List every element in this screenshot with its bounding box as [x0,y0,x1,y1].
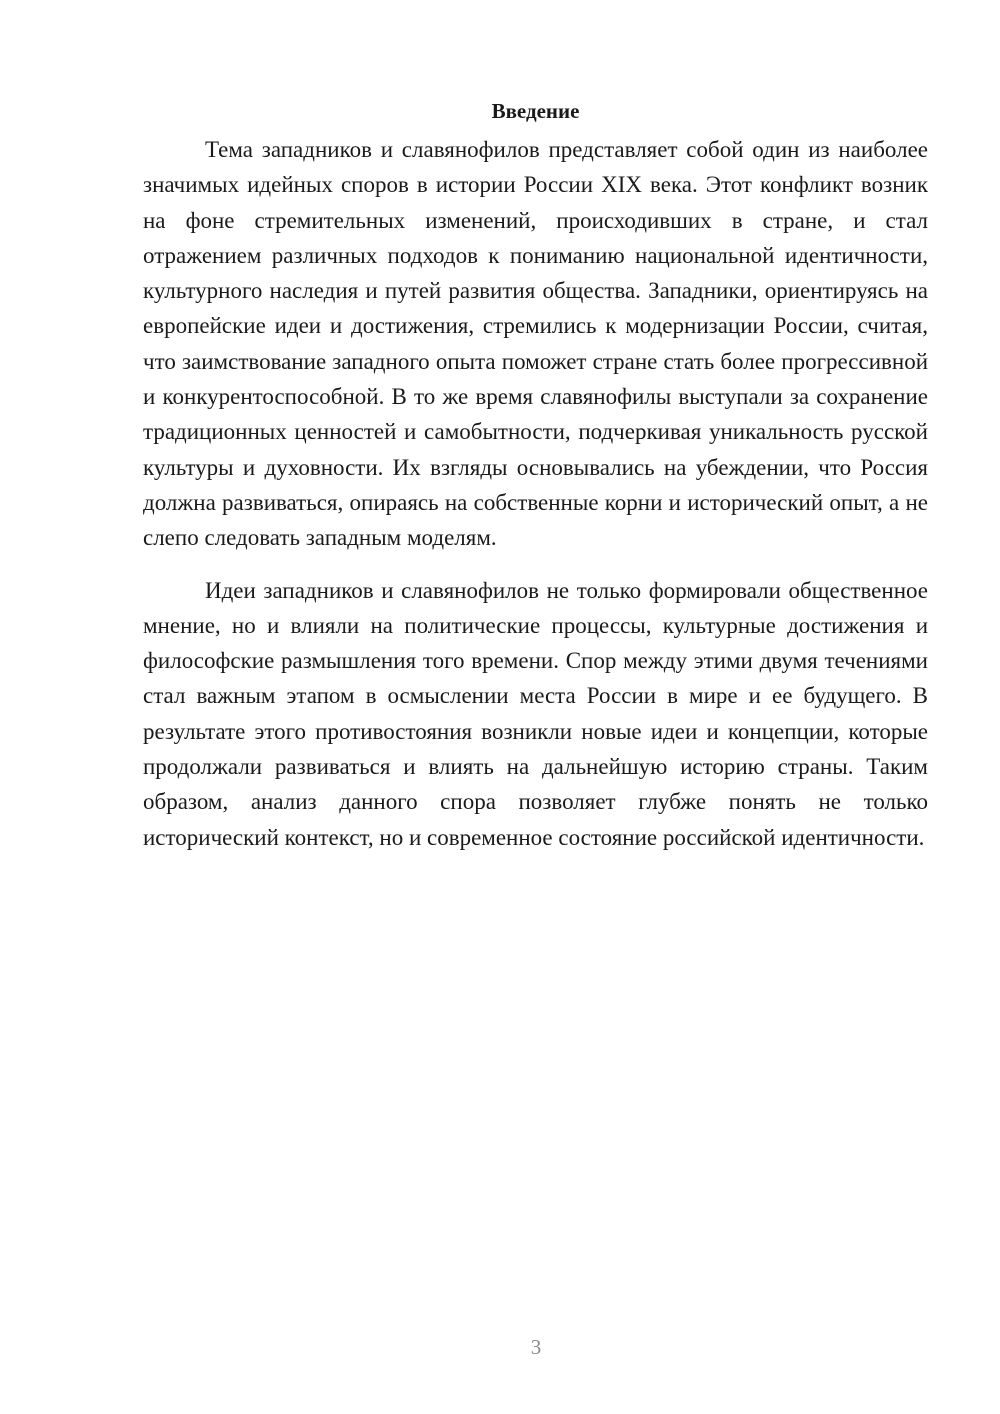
page-number: 3 [530,1335,542,1359]
section-heading: Введение [491,99,580,123]
paragraph-1: Тема западников и славянофилов представляет собой один из наиболее значимых идейных споров в истории России XIX века. Этот конфликт возник на фоне стремительных изменений, происходивших в стране, и стал отражением различных подходов к пониманию национальной идентичности, культурного наследия и путей развития общества. Западники, ориентируясь на европейские идеи и достижения, стремились к модернизации России, считая, что заимствование западного опыта поможет стране стать более прогрессивной и конкурентоспособной. В то же время славянофилы выступали за сохранение традиционных ценностей и самобытности, подчеркивая уникальность русской культуры и духовности. Их взгляды основывались на убеждении, что Россия должна развиваться, опираясь на собственные корни и исторический опыт, а не слепо следовать западным моделям. [143,137,928,551]
page-content [143,96,928,855]
paragraph-2: Идеи западников и славянофилов не только формировали общественное мнение, но и влияли на политические процессы, культурные достижения и философские размышления того времени. Спор между этими двумя течениями стал важным этапом в осмыслении места России в мире и ее будущего. В результате этого противостояния возникли новые идеи и концепции, которые продолжали развиваться и влиять на дальнейшую историю страны. Таким образом, анализ данного спора позволяет глубже понять не только исторический контекст, но и современное состояние российской идентичности. [143,577,928,850]
